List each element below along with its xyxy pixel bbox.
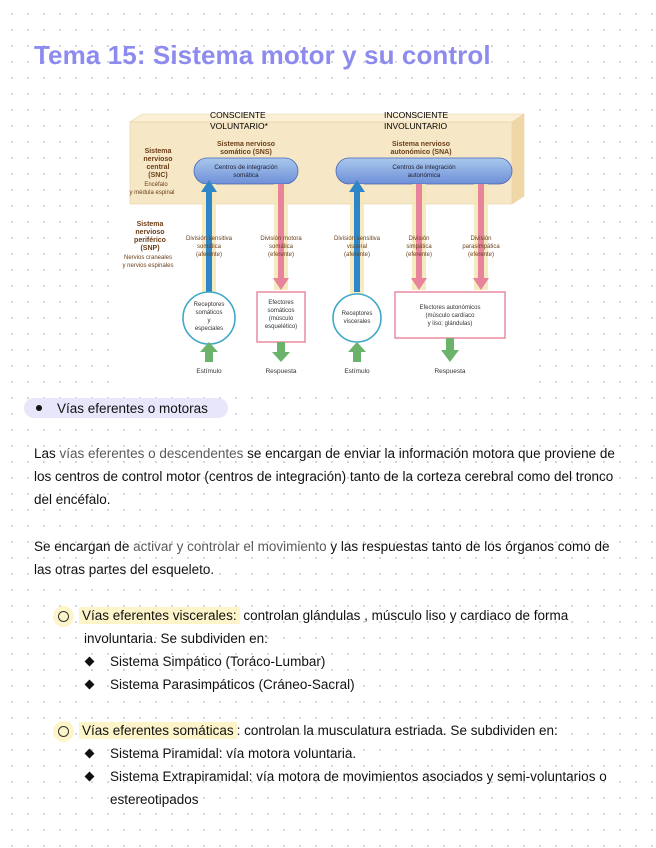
div1-3: (aferente) — [195, 252, 223, 258]
efferent-arrow-1 — [278, 184, 284, 280]
response-arrow-1-head — [272, 352, 290, 362]
div5-2: parasimpática — [462, 244, 500, 250]
div2-2: somática — [268, 244, 294, 250]
snp-sub-1: Nervios craneales — [123, 255, 173, 261]
cns-band-side — [512, 114, 524, 204]
response-arrow-2-head — [441, 350, 459, 362]
div2-1: División motora — [260, 236, 302, 242]
stimulus-arrow-2-head — [348, 342, 366, 352]
snc-label-2: nervioso — [143, 156, 173, 163]
estimulo-label-1: Estímulo — [196, 368, 222, 375]
centros-autonomica-capsule — [336, 158, 512, 184]
efec-aut-1: Efectores autonómicos — [419, 305, 481, 311]
rec-visc-2: viscerales — [343, 319, 371, 325]
rec-som-1: Receptores — [193, 302, 225, 308]
centros-somatica-capsule — [194, 158, 298, 184]
centros-som-2: somática — [233, 172, 259, 179]
sna-label-1: Sistema nervioso — [392, 141, 450, 148]
somaticas-line: Vías eferentes somáticas : controlan la musculatura estriada. Se subdividen en: — [56, 719, 626, 742]
consciente-label: CONSCIENTE — [210, 110, 266, 120]
somaticas-block — [56, 719, 626, 811]
list-item: Sistema Parasimpáticos (Cráneo-Sacral) — [56, 673, 626, 696]
respuesta-label-1: Respuesta — [265, 368, 297, 375]
nervous-system-diagram — [114, 104, 528, 388]
div2-3: (eferente) — [267, 252, 295, 258]
efec-som-4: esquelético) — [264, 324, 298, 330]
page-title: Tema 15: Sistema motor y su control — [34, 40, 491, 70]
somaticas-label: Vías eferentes somáticas — [79, 722, 237, 739]
div5-3: (eferente) — [467, 252, 495, 258]
receptores-viscerales-circle — [333, 294, 381, 342]
div5-1: División — [470, 236, 492, 242]
snc-label-4: (SNC) — [148, 172, 168, 179]
sns-label-2: somático (SNS) — [220, 149, 272, 156]
snp-label-1: Sistema — [136, 221, 164, 228]
snp-sub-2: y nervios espinales — [122, 263, 174, 269]
inconsciente-label: INCONSCIENTE — [384, 110, 449, 120]
rec-som-2: somáticos — [195, 310, 223, 316]
snp-label-2: nervioso — [135, 229, 165, 236]
efec-aut-3: y liso; glándulas) — [427, 321, 473, 327]
div4-1: División — [408, 236, 430, 242]
div1-2: somática — [196, 244, 222, 250]
div1-1: División sensitiva — [185, 236, 233, 242]
viscerales-block — [56, 604, 626, 696]
snp-label-3: periférico — [134, 237, 166, 244]
div4-3: (eferente) — [405, 252, 433, 258]
snc-label-3: central — [146, 164, 170, 171]
circle-bullet-icon — [58, 611, 69, 622]
efec-som-2: somáticos — [267, 308, 295, 314]
efferent-arrow-2 — [416, 184, 422, 280]
section-tag — [24, 398, 228, 418]
viscerales-line: Vías eferentes viscerales: controlan glándulas , músculo liso y cardiaco de forma — [56, 604, 626, 627]
voluntario-label: VOLUNTARIO* — [210, 121, 268, 131]
efec-som-3: (músculo — [268, 316, 294, 322]
snc-sub-2: y médula espinal — [129, 190, 175, 196]
snc-sub-1: Encéfalo — [144, 182, 168, 188]
paragraph-1: Las vías eferentes o descendentes se encargan de enviar la información motora que proviene de los centros de control motor (centros de integración) tanto de la corteza cerebral como del tronco del encéfalo. — [34, 446, 615, 507]
snc-label-1: Sistema — [144, 148, 172, 155]
centros-aut-1: Centros de integración — [392, 164, 456, 171]
paragraph-2: Se encargan de activar y controlar el movimiento y las respuestas tanto de los órganos como de las otras partes del esqueleto. — [34, 539, 610, 577]
rec-visc-1: Receptores — [341, 311, 373, 317]
div3-1: División sensitiva — [333, 236, 381, 242]
efferent-arrow-3 — [478, 184, 484, 280]
viscerales-label: Vías eferentes viscerales: — [79, 607, 240, 624]
list-item: Sistema Simpático (Toráco-Lumbar) — [56, 650, 626, 673]
respuesta-label-2: Respuesta — [434, 368, 466, 375]
viscerales-continuation: involuntaria. Se subdividen en: — [84, 631, 268, 646]
term-vias-eferentes: vías eferentes o descendentes — [59, 446, 244, 461]
list-item: Sistema Extrapiramidal: vía motora de movimientos asociados y semi-voluntarios o estereotipados — [56, 765, 626, 811]
bullet-dot — [36, 405, 42, 411]
response-arrow-2-shaft — [446, 338, 454, 352]
sns-label-1: Sistema nervioso — [217, 141, 275, 148]
div3-3: (aferente) — [343, 252, 371, 258]
section-tag-label: Vías eferentes o motoras — [57, 400, 208, 416]
estimulo-label-2: Estímulo — [344, 368, 370, 375]
div4-2: simpática — [406, 244, 432, 250]
div3-2: visceral — [346, 244, 368, 250]
snp-label-4: (SNP) — [140, 245, 160, 252]
list-item: Sistema Piramidal: vía motora voluntaria. — [56, 742, 626, 765]
cns-band-top — [130, 114, 524, 122]
centros-aut-2: autonómica — [407, 172, 441, 179]
sna-label-2: autonómico (SNA) — [390, 149, 452, 156]
rec-som-4: especiales — [194, 326, 224, 332]
rec-som-3: y — [207, 318, 211, 324]
efec-aut-2: (músculo cardíaco — [425, 313, 475, 319]
efec-som-1: Efectores — [268, 300, 294, 306]
involuntario-label: INVOLUNTARIO — [384, 121, 448, 131]
centros-som-1: Centros de integración — [214, 164, 278, 171]
term-activar: activar y controlar el movimiento — [133, 539, 327, 554]
circle-bullet-icon — [58, 726, 69, 737]
